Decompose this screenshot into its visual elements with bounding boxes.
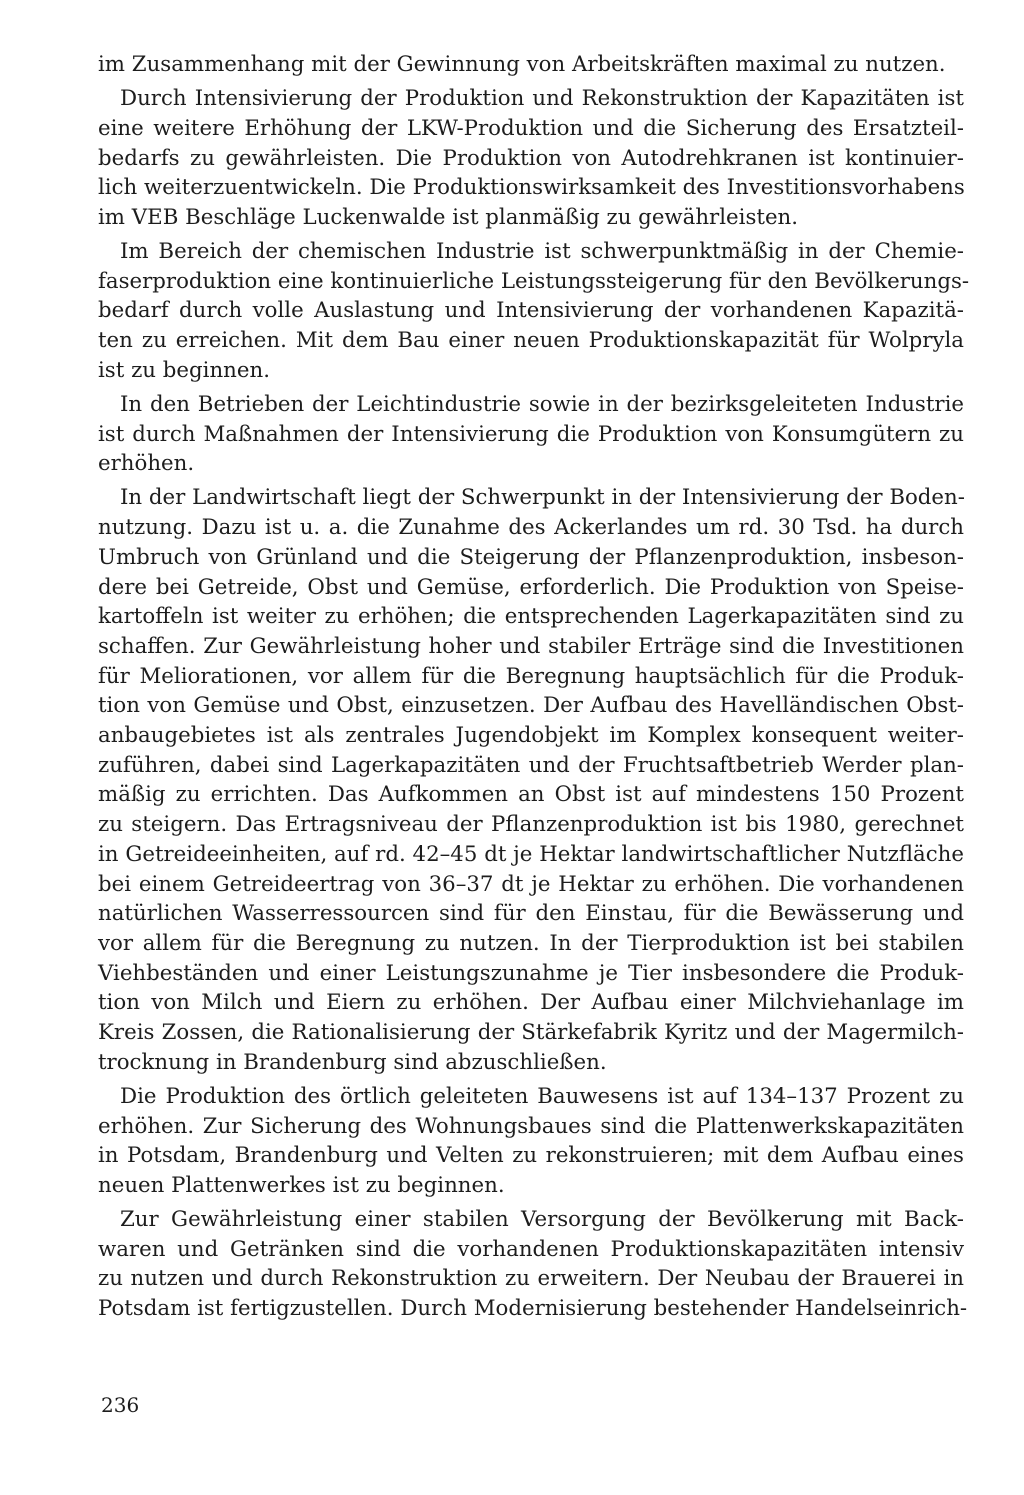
text-line: erhöhen. (98, 451, 195, 477)
paragraph (98, 84, 964, 233)
paragraph (98, 237, 970, 386)
text-line: erhöhen. Zur Sicherung des Wohnungsbaues sind die Plattenwerkskapazitäten (98, 1113, 964, 1139)
text-line: für Meliorationen, vor allem für die Beregnung hauptsächlich für die Produk- (98, 663, 964, 689)
paragraph (98, 1082, 964, 1201)
text-line: Durch Intensivierung der Produktion und Rekonstruktion der Kapazitäten ist (120, 86, 964, 112)
text-line: Kreis Zossen, die Rationalisierung der Stärkefabrik Kyritz und der Magermilch- (98, 1020, 964, 1046)
text-line: tion von Gemüse und Obst, einzusetzen. Der Aufbau des Havelländischen Obst- (98, 693, 964, 719)
text-line: zuführen, dabei sind Lagerkapazitäten und der Fruchtsaftbetrieb Werder plan- (98, 752, 964, 778)
text-line: schaffen. Zur Gewährleistung hoher und stabiler Erträge sind die Investitionen (98, 633, 964, 659)
paragraph (98, 483, 964, 1077)
text-line: In den Betrieben der Leichtindustrie sowie in der bezirksgeleiteten Industrie (120, 391, 964, 417)
text-line: nutzung. Dazu ist u. a. die Zunahme des Ackerlandes um rd. 30 Tsd. ha durch (98, 515, 964, 541)
text-line: dere bei Getreide, Obst und Gemüse, erforderlich. Die Produktion von Speise- (98, 574, 964, 600)
text-line: vor allem für die Beregnung zu nutzen. In der Tierproduktion ist bei stabilen (98, 930, 964, 956)
page-body (98, 50, 970, 1328)
text-line: trocknung in Brandenburg sind abzuschließen. (98, 1049, 607, 1075)
text-line: kartoffeln ist weiter zu erhöhen; die entsprechenden Lagerkapazitäten sind zu (98, 604, 964, 630)
text-line: mäßig zu errichten. Das Aufkommen an Obst ist auf mindestens 150 Prozent (98, 782, 964, 808)
text-line: ist zu beginnen. (98, 357, 270, 383)
text-line: anbaugebietes ist als zentrales Jugendobjekt im Komplex konsequent weiter- (98, 723, 964, 749)
text-line: Zur Gewährleistung einer stabilen Versorgung der Bevölkerung mit Back- (120, 1207, 964, 1233)
paragraph (98, 50, 964, 80)
text-line: Die Produktion des örtlich geleiteten Bauwesens ist auf 134–137 Prozent zu (120, 1083, 964, 1109)
text-line: in Getreideeinheiten, auf rd. 42–45 dt je Hektar landwirtschaftlicher Nutzfläche (98, 841, 964, 867)
text-line: im Zusammenhang mit der Gewinnung von Arbeitskräften maximal zu nutzen. (98, 52, 946, 77)
text-line: lich weiterzuentwickeln. Die Produktionswirksamkeit des Investitionsvorhabens (98, 175, 965, 201)
text-line: Im Bereich der chemischen Industrie ist schwerpunktmäßig in der Chemie- (120, 239, 964, 264)
text-line: in Potsdam, Brandenburg und Velten zu rekonstruieren; mit dem Aufbau eines (98, 1143, 964, 1169)
text-line: natürlichen Wasserressourcen sind für den Einstau, für die Bewässerung und (98, 901, 964, 927)
text-line: bei einem Getreideertrag von 36–37 dt je Hektar zu erhöhen. Die vorhandenen (98, 871, 964, 897)
text-line: ten zu erreichen. Mit dem Bau einer neuen Produktionskapazität für Wolpryla (98, 328, 964, 354)
page-number: 236 (101, 1393, 140, 1417)
paragraph (98, 1205, 968, 1324)
text-line: bedarf durch volle Auslastung und Intensivierung der vorhandenen Kapazitä- (98, 298, 964, 324)
text-line: faserproduktion eine kontinuierliche Leistungssteigerung für den Bevölkerungs- (98, 268, 970, 294)
text-line: eine weitere Erhöhung der LKW-Produktion und die Sicherung des Ersatzteil- (98, 115, 964, 141)
text-line: waren und Getränken sind die vorhandenen Produktionskapazitäten intensiv (98, 1236, 964, 1262)
text-line: Umbruch von Grünland und die Steigerung der Pflanzenproduktion, insbeson- (98, 544, 964, 570)
text-line: zu nutzen und durch Rekonstruktion zu erweitern. Der Neubau der Brauerei in (98, 1266, 964, 1292)
text-line: ist durch Maßnahmen der Intensivierung die Produktion von Konsumgütern zu (98, 421, 964, 447)
text-line: zu steigern. Das Ertragsniveau der Pflanzenproduktion ist bis 1980, gerechnet (98, 812, 964, 838)
paragraph (98, 390, 964, 479)
text-line: tion von Milch und Eiern zu erhöhen. Der Aufbau einer Milchviehanlage im (98, 990, 964, 1016)
text-line: Viehbeständen und einer Leistungszunahme je Tier insbesondere die Produk- (98, 960, 964, 986)
text-line: bedarfs zu gewährleisten. Die Produktion von Autodrehkranen ist kontinuier- (98, 145, 964, 171)
text-line: neuen Plattenwerkes ist zu beginnen. (98, 1172, 505, 1198)
text-line: In der Landwirtschaft liegt der Schwerpunkt in der Intensivierung der Boden- (120, 485, 965, 511)
text-line: im VEB Beschläge Luckenwalde ist planmäßig zu gewährleisten. (98, 204, 799, 230)
text-line: Potsdam ist fertigzustellen. Durch Modernisierung bestehender Handelseinrich- (98, 1296, 968, 1322)
